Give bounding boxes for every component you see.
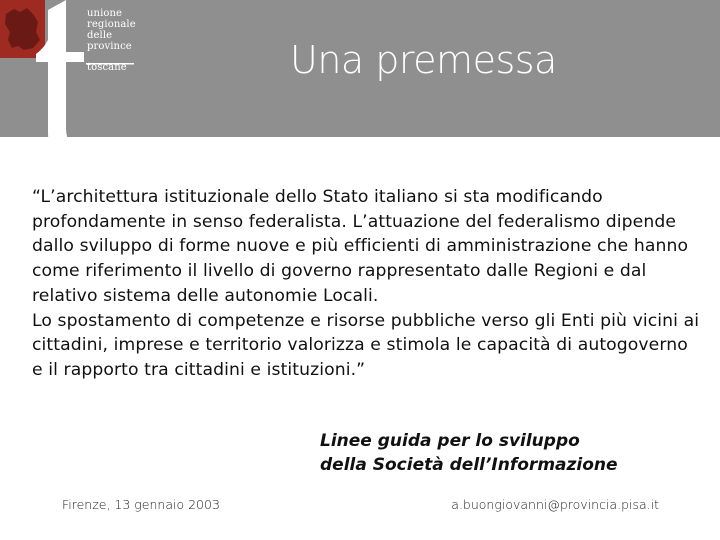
footer-email: a.buongiovanni@provincia.pisa.it [451,497,659,512]
quote-source [320,429,618,477]
source-line-2: della Società dell’Informazione [320,455,618,475]
footer-date: Firenze, 13 gennaio 2003 [62,497,220,512]
upt-logo [0,0,140,175]
quote-paragraph-1: “L’architettura istituzionale dello Stato italiano si sta modificando profondamente in senso federalista. L’attuazione del federalismo dipende dallo sviluppo di forme nuove e più efficienti di amministrazione che hanno come riferimento il livello di governo rappresentato dalle Regioni e dal relativo sistema delle autonomie Locali. [32,187,689,306]
quote-paragraph-2: Lo spostamento di competenze e risorse pubbliche verso gli Enti più vicini ai cittadini, imprese e territorio valorizza e stimola le capacità di autogoverno e il rapporto tra cittadini e istituzioni.” [32,310,700,380]
logo-line-toscane: toscane [87,62,127,73]
logo-line-province: province [87,41,132,52]
source-line-1: Linee guida per lo sviluppo [320,431,580,451]
quote-block [32,185,702,383]
logo-line-regionale: regionale [87,19,136,30]
logo-line-unione: unione [87,8,123,19]
logo-line-delle: delle [87,30,113,41]
logo-text [87,8,136,73]
page-title: Una premessa [290,38,557,82]
